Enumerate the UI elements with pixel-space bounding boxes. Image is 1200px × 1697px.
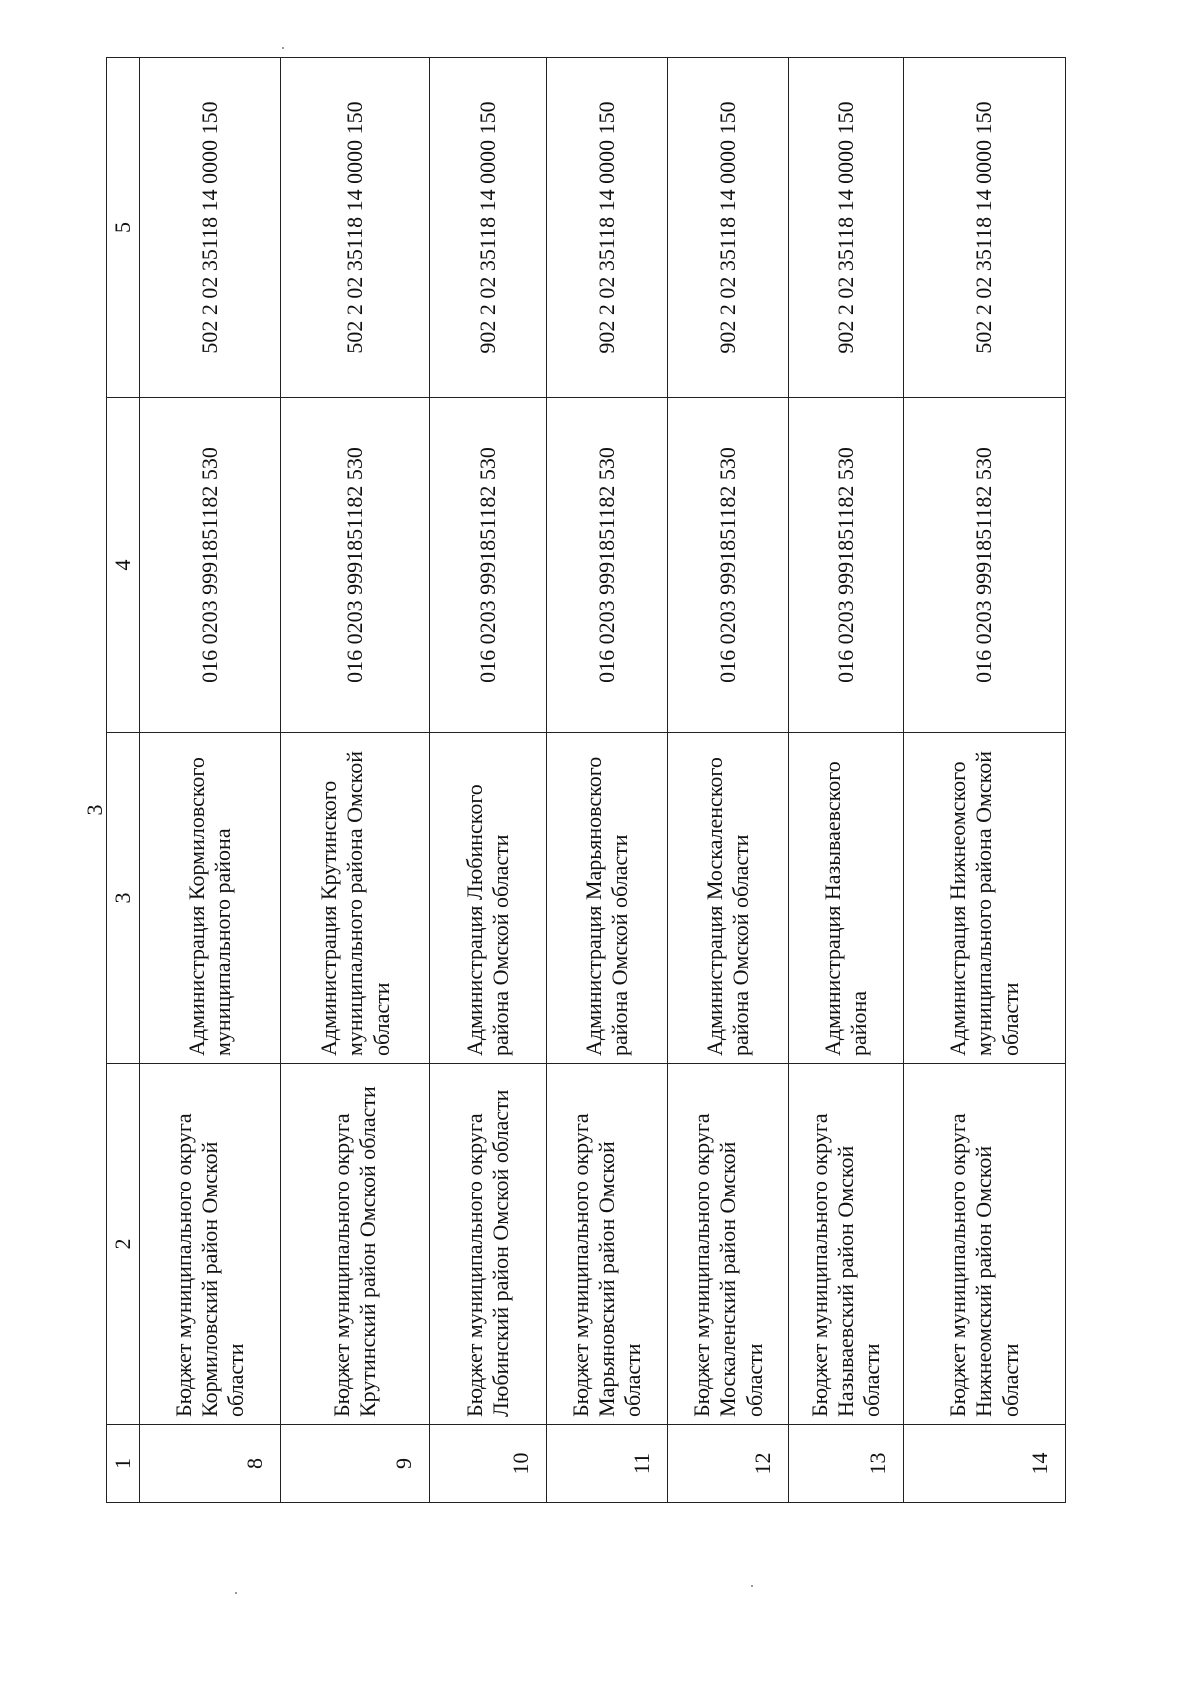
revenue-code-cell: 902 2 02 35118 14 0000 150 [429, 57, 546, 397]
administrator-cell: Администрация Кормиловского муниципального района [139, 732, 280, 1063]
budget-name-cell: Бюджет муниципального округа Крутинский район Омской области [280, 1063, 429, 1424]
budget-name-cell: Бюджет муниципального округа Любинский район Омской области [429, 1063, 546, 1424]
revenue-code-cell: 902 2 02 35118 14 0000 150 [788, 57, 903, 397]
table-row [667, 57, 788, 1502]
table-row [429, 57, 546, 1502]
expense-code-cell: 016 0203 9991851182 530 [903, 397, 1065, 732]
column-header: 5 [106, 57, 139, 397]
scan-speck [751, 1585, 753, 1587]
table-row [546, 57, 667, 1502]
administrator-cell: Администрация Москаленского района Омской области [667, 732, 788, 1063]
row-number-cell: 10 [429, 1424, 546, 1502]
page-number: 3 [82, 804, 107, 816]
budget-name-cell: Бюджет муниципального округа Марьяновский район Омской области [546, 1063, 667, 1424]
budget-name-cell: Бюджет муниципального округа Нижнеомский район Омской области [903, 1063, 1065, 1424]
administrator-cell: Администрация Называевского района [788, 732, 903, 1063]
row-number-cell: 12 [667, 1424, 788, 1502]
administrator-cell: Администрация Любинского района Омской области [429, 732, 546, 1063]
budget-name-cell: Бюджет муниципального округа Кормиловский район Омской области [139, 1063, 280, 1424]
allocation-table [106, 57, 1066, 1503]
revenue-code-cell: 902 2 02 35118 14 0000 150 [546, 57, 667, 397]
row-number-cell: 11 [546, 1424, 667, 1502]
table-row [903, 57, 1065, 1502]
scan-speck [235, 1592, 237, 1594]
budget-name-cell: Бюджет муниципального округа Называевский район Омской области [788, 1063, 903, 1424]
administrator-cell: Администрация Нижнеомского муниципального района Омской области [903, 732, 1065, 1063]
administrator-cell: Администрация Крутинского муниципального района Омской области [280, 732, 429, 1063]
column-header: 4 [106, 397, 139, 732]
budget-name-cell: Бюджет муниципального округа Москаленский район Омской области [667, 1063, 788, 1424]
column-header: 2 [106, 1063, 139, 1424]
row-number-cell: 9 [280, 1424, 429, 1502]
expense-code-cell: 016 0203 9991851182 530 [429, 397, 546, 732]
table-container [105, 57, 1065, 1502]
table-header-row [106, 57, 139, 1502]
row-number-cell: 14 [903, 1424, 1065, 1502]
table-row [280, 57, 429, 1502]
table-row [139, 57, 280, 1502]
expense-code-cell: 016 0203 9991851182 530 [280, 397, 429, 732]
expense-code-cell: 016 0203 9991851182 530 [667, 397, 788, 732]
expense-code-cell: 016 0203 9991851182 530 [139, 397, 280, 732]
scan-speck [282, 47, 284, 49]
column-header: 3 [106, 732, 139, 1063]
revenue-code-cell: 502 2 02 35118 14 0000 150 [903, 57, 1065, 397]
revenue-code-cell: 502 2 02 35118 14 0000 150 [139, 57, 280, 397]
row-number-cell: 8 [139, 1424, 280, 1502]
column-header: 1 [106, 1424, 139, 1502]
revenue-code-cell: 902 2 02 35118 14 0000 150 [667, 57, 788, 397]
expense-code-cell: 016 0203 9991851182 530 [546, 397, 667, 732]
administrator-cell: Администрация Марьяновского района Омской области [546, 732, 667, 1063]
row-number-cell: 13 [788, 1424, 903, 1502]
table-row [788, 57, 903, 1502]
revenue-code-cell: 502 2 02 35118 14 0000 150 [280, 57, 429, 397]
expense-code-cell: 016 0203 9991851182 530 [788, 397, 903, 732]
